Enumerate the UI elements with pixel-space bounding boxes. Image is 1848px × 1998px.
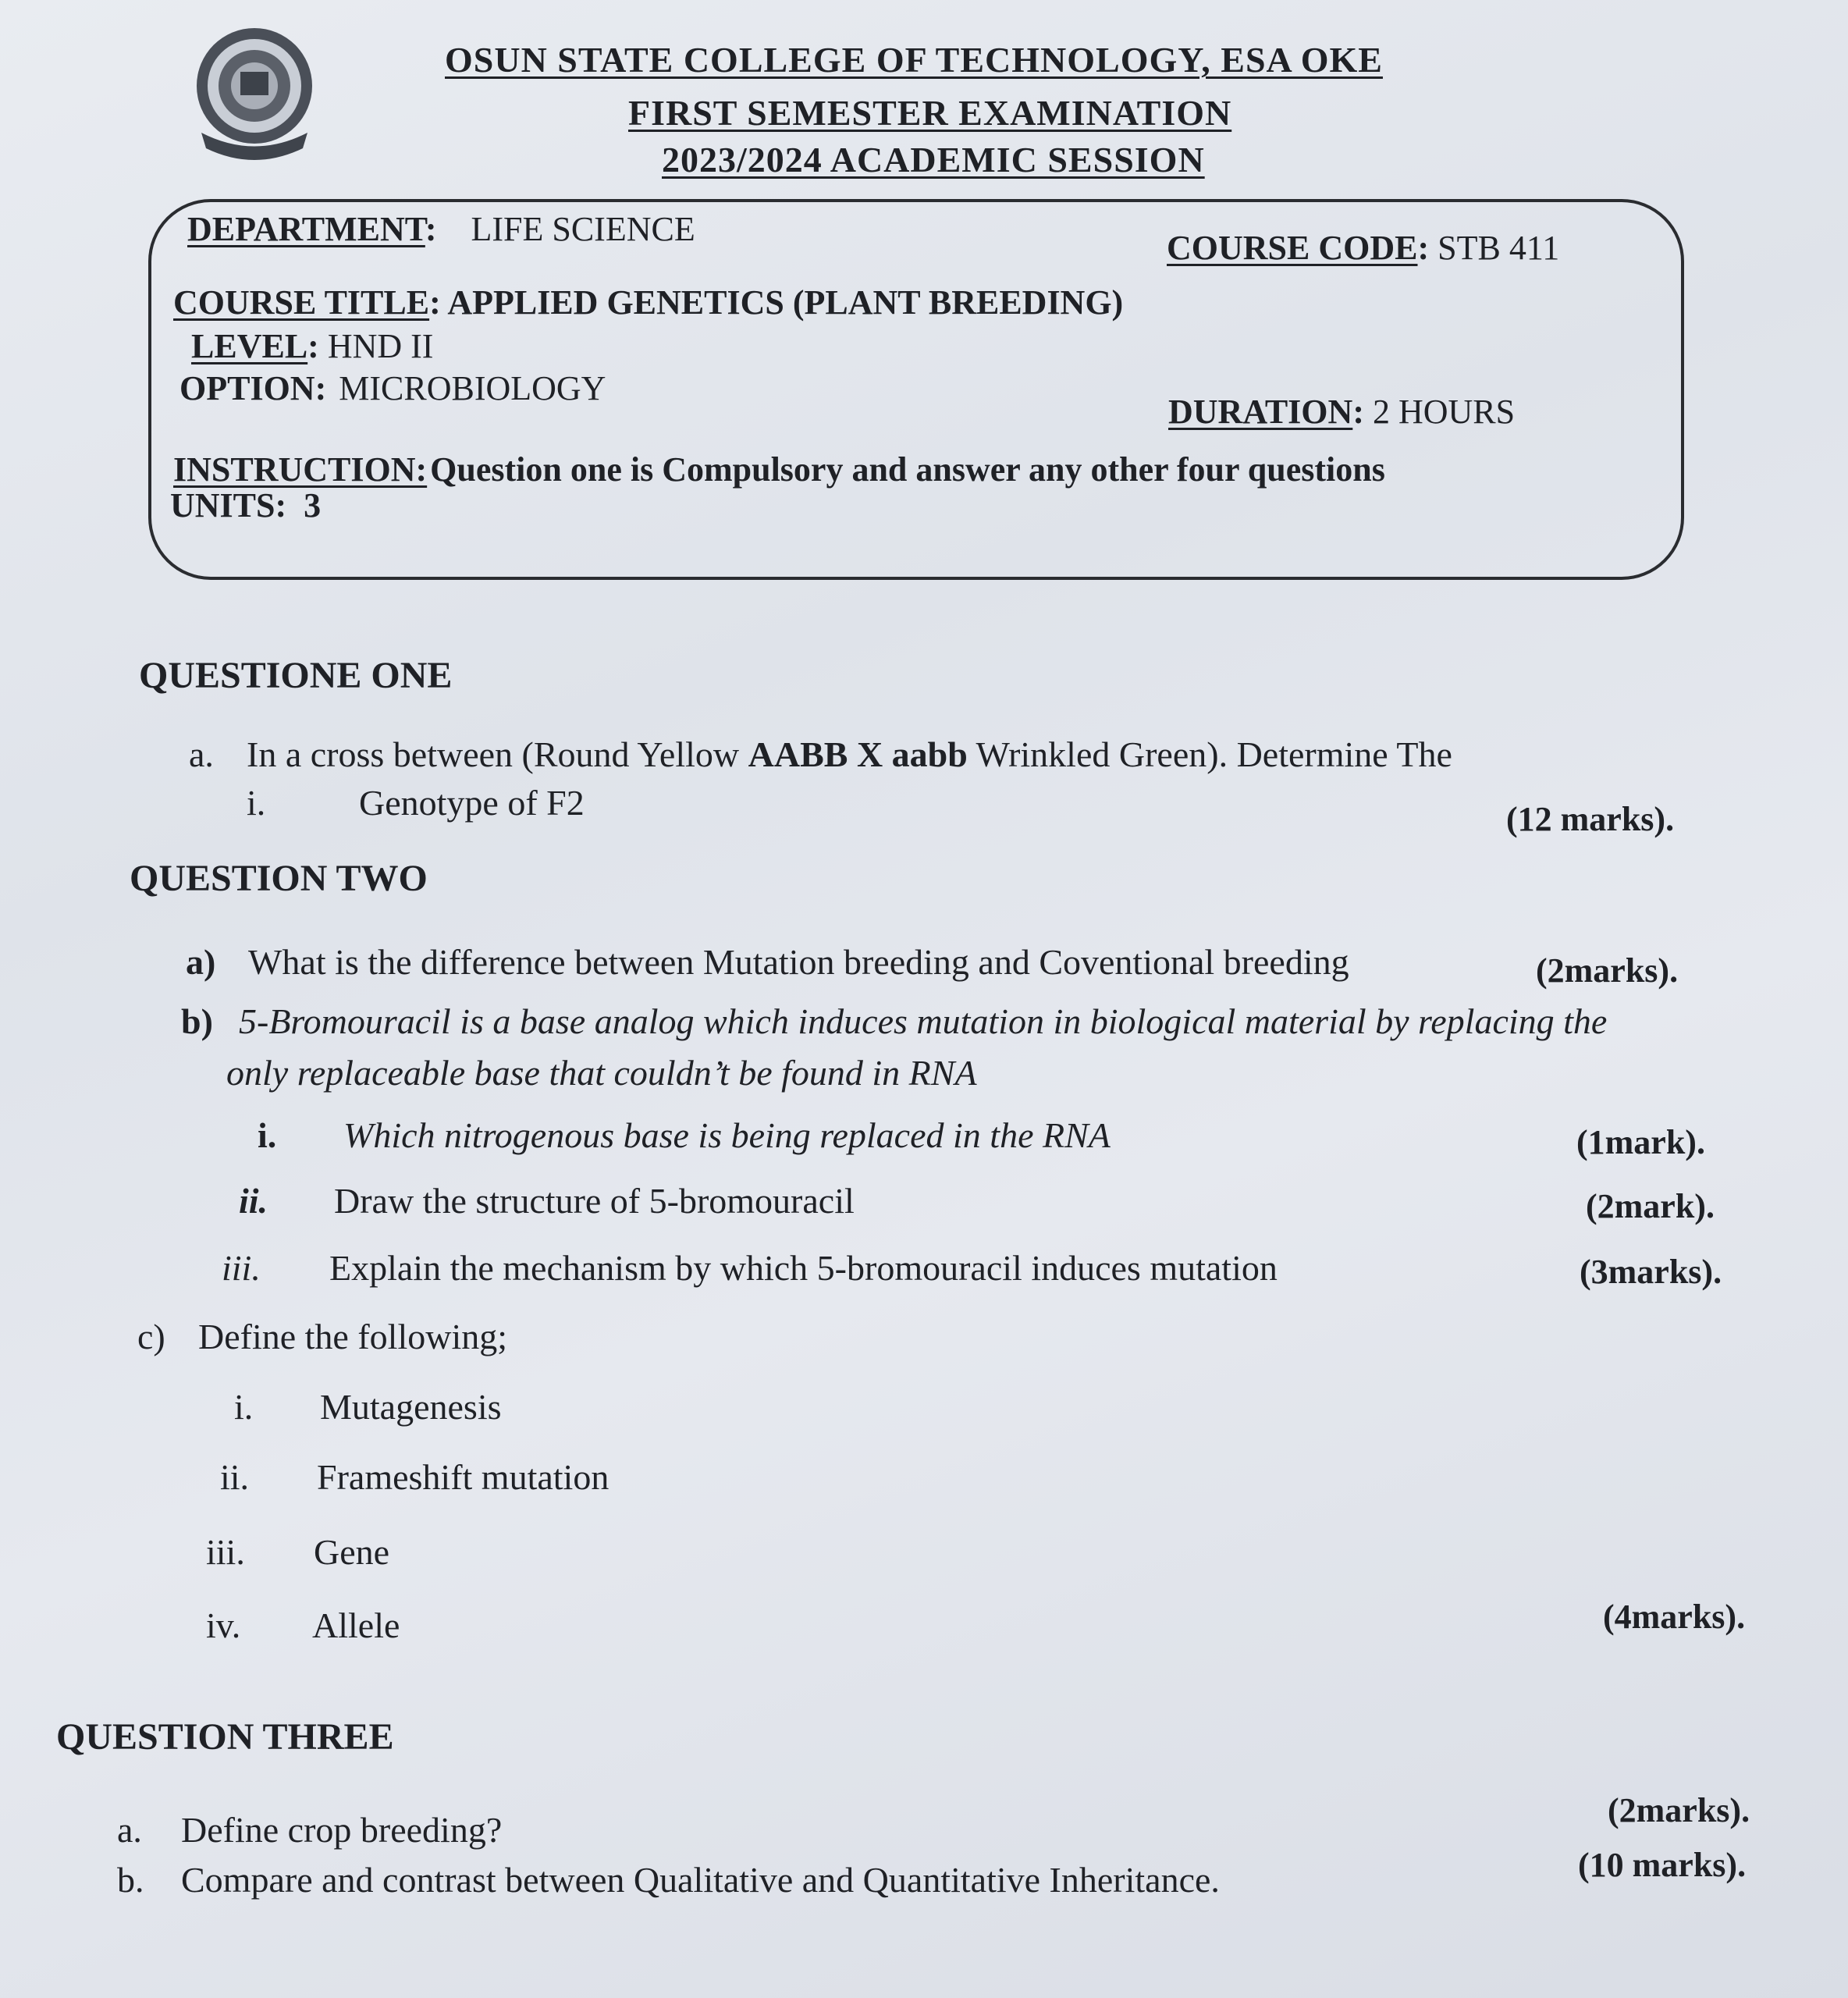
q3-b-label: b. bbox=[117, 1860, 144, 1900]
question-one-heading: QUESTIONE ONE bbox=[139, 655, 453, 696]
q3-a-label: a. bbox=[117, 1810, 142, 1850]
q2-cii-text: Frameshift mutation bbox=[317, 1457, 609, 1497]
q2-ciii-label: iii. bbox=[206, 1532, 245, 1572]
units-value: 3 bbox=[304, 486, 322, 524]
department-row: DEPARTMENT: LIFE SCIENCE bbox=[187, 210, 695, 248]
option-value: MICROBIOLOGY bbox=[339, 369, 606, 407]
college-seal-logo bbox=[186, 23, 323, 161]
department-label: DEPARTMENT bbox=[187, 210, 425, 248]
level-label: LEVEL bbox=[191, 327, 308, 365]
instruction-label: INSTRUCTION: bbox=[173, 450, 428, 489]
q2-bii-label: ii. bbox=[239, 1181, 268, 1221]
q2-bi-text: Which nitrogenous base is being replaced in the RNA bbox=[343, 1115, 1111, 1155]
q2-c-text: Define the following; bbox=[198, 1317, 508, 1356]
duration-label: DURATION bbox=[1168, 393, 1353, 431]
units-label: UNITS: bbox=[170, 486, 287, 524]
q3-b-marks: (10 marks). bbox=[1578, 1846, 1747, 1884]
q1-a-text: In a cross between (Round Yellow AABB X aabb Wrinkled Green). Determine The bbox=[247, 734, 1452, 774]
course-title-value: APPLIED GENETICS (PLANT BREEDING) bbox=[447, 283, 1124, 322]
course-code-label: COURSE CODE bbox=[1167, 229, 1418, 267]
q2-b-text-2: only replaceable base that couldn’t be found in RNA bbox=[226, 1053, 977, 1093]
q2-bi-label: i. bbox=[258, 1115, 277, 1155]
q2-bii-marks: (2mark). bbox=[1586, 1187, 1715, 1225]
duration-row: DURATION: 2 HOURS bbox=[1168, 393, 1516, 431]
college-name: OSUN STATE COLLEGE OF TECHNOLOGY, ESA OKE bbox=[445, 40, 1383, 80]
q2-a-label: a) bbox=[186, 942, 216, 982]
duration-value: 2 HOURS bbox=[1372, 393, 1516, 431]
session-title: 2023/2024 ACADEMIC SESSION bbox=[662, 140, 1205, 180]
q3-a-marks: (2marks). bbox=[1608, 1791, 1750, 1829]
course-code-row: COURSE CODE: STB 411 bbox=[1167, 229, 1560, 267]
q2-b-text-1: 5-Bromouracil is a base analog which induces mutation in biological material by replacing the bbox=[239, 1001, 1608, 1041]
q2-biii-marks: (3marks). bbox=[1580, 1253, 1722, 1291]
q2-ci-label: i. bbox=[234, 1387, 254, 1427]
q2-b-label: b) bbox=[181, 1001, 213, 1041]
q2-bii-text: Draw the structure of 5-bromouracil bbox=[334, 1181, 855, 1221]
q2-bi-marks: (1mark). bbox=[1576, 1123, 1705, 1161]
q2-biii-text: Explain the mechanism by which 5-bromouracil induces mutation bbox=[329, 1248, 1278, 1288]
question-two-heading: QUESTION TWO bbox=[130, 858, 428, 899]
q2-c-marks: (4marks). bbox=[1603, 1598, 1746, 1636]
level-value: HND II bbox=[327, 327, 434, 365]
q1-a-label: a. bbox=[189, 734, 214, 774]
q1-marks: (12 marks). bbox=[1506, 800, 1675, 838]
q3-a-text: Define crop breeding? bbox=[181, 1810, 503, 1850]
q2-civ-label: iv. bbox=[206, 1605, 241, 1645]
q1-i-text: Genotype of F2 bbox=[359, 783, 585, 823]
q2-biii-label: iii. bbox=[222, 1248, 261, 1288]
q2-ciii-text: Gene bbox=[314, 1532, 390, 1572]
q2-a-marks: (2marks). bbox=[1536, 951, 1679, 990]
q2-a-text: What is the difference between Mutation breeding and Coventional breeding bbox=[248, 942, 1349, 982]
option-row bbox=[179, 368, 606, 408]
instruction-value: Question one is Compulsory and answer any other four questions bbox=[430, 450, 1385, 489]
units-row bbox=[170, 485, 321, 525]
q3-b-text: Compare and contrast between Qualitative and Quantitative Inheritance. bbox=[181, 1860, 1220, 1900]
course-title-label: COURSE TITLE bbox=[173, 283, 430, 322]
question-three-heading: QUESTION THREE bbox=[56, 1716, 394, 1758]
option-label: OPTION: bbox=[179, 369, 327, 407]
course-code-value: STB 411 bbox=[1438, 229, 1560, 267]
q2-c-label: c) bbox=[137, 1317, 165, 1356]
q1-i-label: i. bbox=[247, 783, 266, 823]
exam-title: FIRST SEMESTER EXAMINATION bbox=[628, 93, 1232, 133]
q2-cii-label: ii. bbox=[220, 1457, 250, 1497]
department-value: LIFE SCIENCE bbox=[471, 210, 695, 248]
q2-ci-text: Mutagenesis bbox=[320, 1387, 502, 1427]
q2-civ-text: Allele bbox=[312, 1605, 400, 1645]
instruction-row bbox=[173, 450, 1385, 489]
level-row: LEVEL: HND II bbox=[191, 327, 434, 365]
course-title-row: COURSE TITLE: APPLIED GENETICS (PLANT BREEDING) bbox=[173, 283, 1124, 322]
